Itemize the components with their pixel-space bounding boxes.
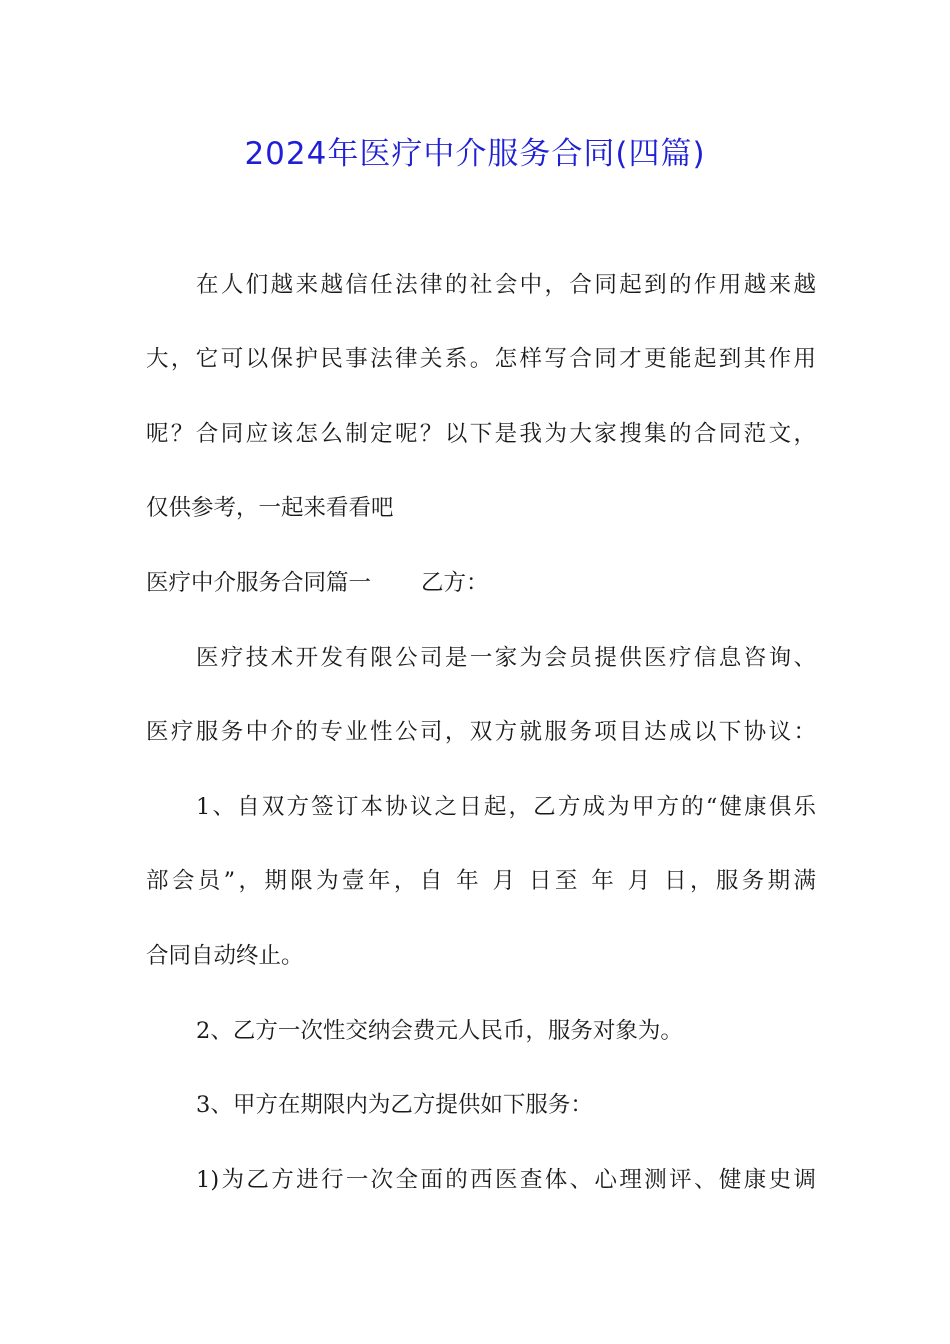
section-heading: 医疗中介服务合同篇一 [146, 570, 372, 596]
section-heading-line [146, 568, 816, 598]
clause-line: 合同自动终止。 [146, 943, 304, 969]
clause-line: 部会员”，期限为壹年，自 年 月 日至 年 月 日，服务期满 [146, 868, 816, 894]
party-b-label: 乙方： [421, 570, 489, 596]
paragraph-line: 医疗服务中介的专业性公司，双方就服务项目达成以下协议： [146, 719, 816, 745]
paragraph-line: 在人们越来越信任法律的社会中，合同起到的作用越来越 [196, 272, 816, 298]
paragraph-line: 医疗技术开发有限公司是一家为会员提供医疗信息咨询、 [196, 645, 816, 671]
paragraph-line: 大，它可以保护民事法律关系。怎样写合同才更能起到其作用 [146, 346, 816, 372]
clause-line: 1、自双方签订本协议之日起，乙方成为甲方的“健康俱乐 [196, 794, 816, 820]
paragraph-line: 仅供参考，一起来看看吧 [146, 495, 394, 521]
paragraph-line: 呢？合同应该怎么制定呢？以下是我为大家搜集的合同范文， [146, 421, 816, 447]
clause-line: 1)为乙方进行一次全面的西医查体、心理测评、健康史调 [196, 1167, 816, 1193]
clause-line: 2、乙方一次性交纳会费元人民币，服务对象为。 [196, 1018, 683, 1044]
clause-line: 3、甲方在期限内为乙方提供如下服务： [196, 1092, 593, 1118]
document-title: 2024年医疗中介服务合同(四篇) [244, 136, 706, 172]
